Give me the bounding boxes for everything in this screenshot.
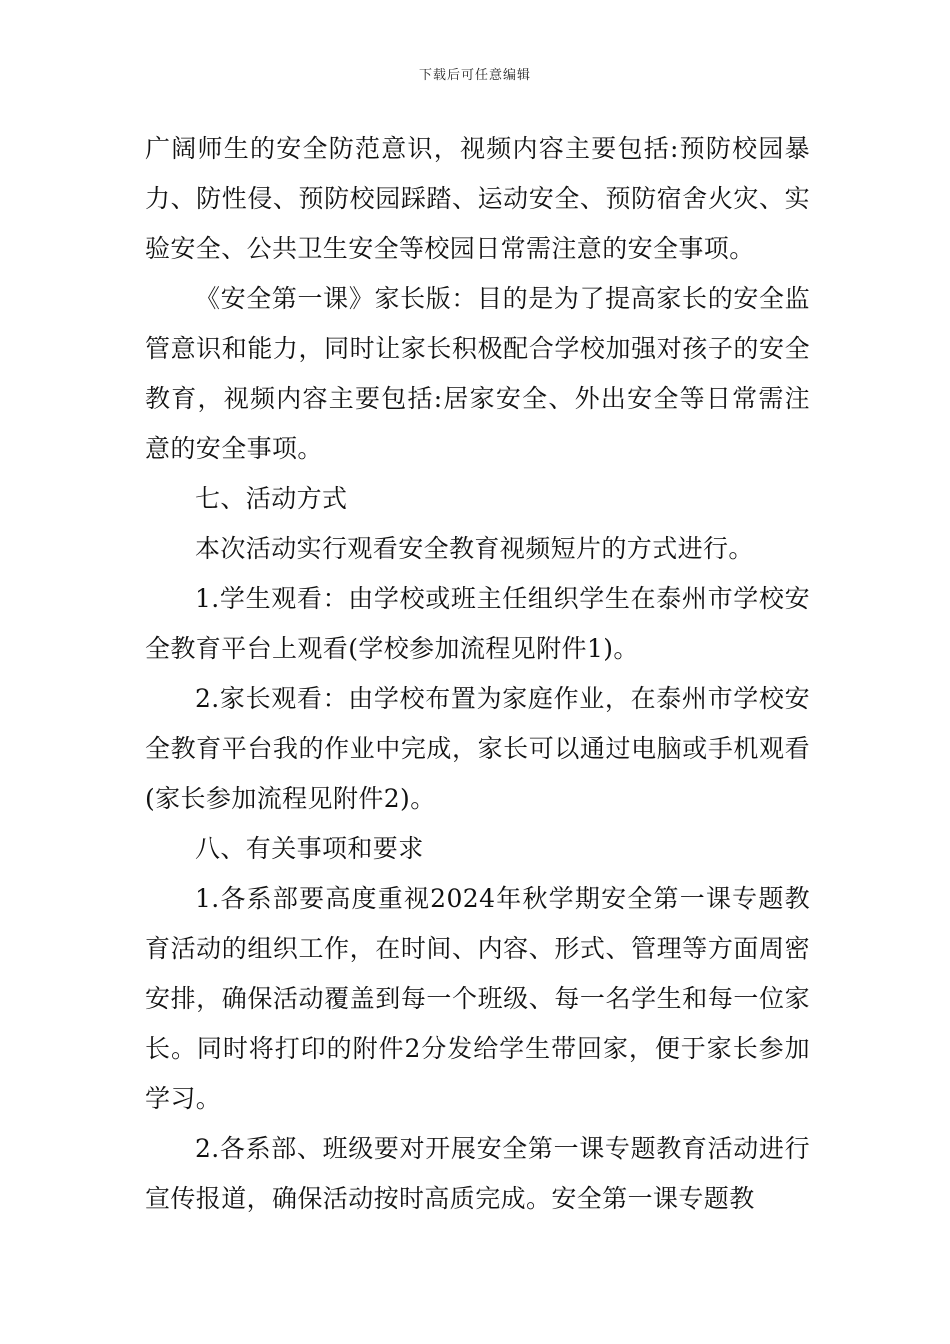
document-body [145,124,810,1224]
paragraph-6: 2.家长观看：由学校布置为家庭作业，在泰州市学校安全教育平台我的作业中完成，家长可以通过电脑或手机观看(家长参加流程见附件2)。 [145,684,810,813]
section-heading-7: 七、活动方式 [195,484,348,513]
page-header-note: 下载后可任意编辑 [418,68,531,83]
paragraph-5: 1.学生观看：由学校或班主任组织学生在泰州市学校安全教育平台上观看(学校参加流程见附件1)。 [145,584,810,663]
section-heading-8: 八、有关事项和要求 [195,834,424,863]
paragraph-9: 2.各系部、班级要对开展安全第一课专题教育活动进行宣传报道，确保活动按时高质完成。安全第一课专题教 [145,1134,810,1213]
paragraph-1: 广阔师生的安全防范意识，视频内容主要包括:预防校园暴力、防性侵、预防校园踩踏、运动安全、预防宿舍火灾、实验安全、公共卫生安全等校园日常需注意的安全事项。 [145,134,810,263]
paragraph-4: 本次活动实行观看安全教育视频短片的方式进行。 [195,534,754,563]
paragraph-2: 《安全第一课》家长版：目的是为了提高家长的安全监管意识和能力，同时让家长积极配合学校加强对孩子的安全教育，视频内容主要包括:居家安全、外出安全等日常需注意的安全事项。 [145,284,810,463]
paragraph-8: 1.各系部要高度重视2024年秋学期安全第一课专题教育活动的组织工作，在时间、内容、形式、管理等方面周密安排，确保活动覆盖到每一个班级、每一名学生和每一位家长。同时将打印的附件2分发给学生带回家，便于家长参加学习。 [145,884,810,1113]
